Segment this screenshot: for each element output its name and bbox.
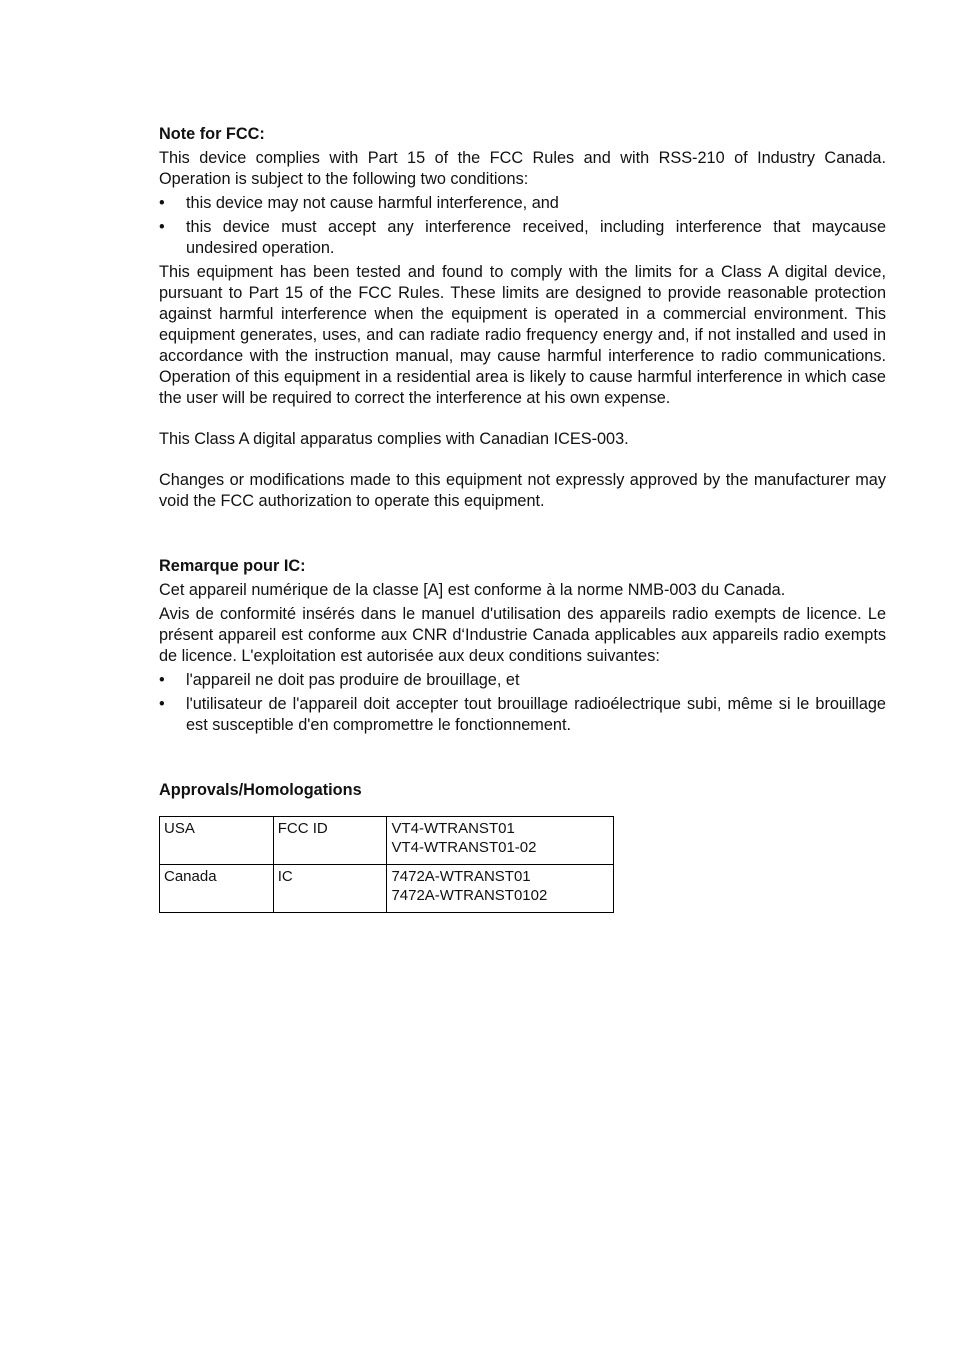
country-cell: USA xyxy=(160,817,274,865)
document-page xyxy=(159,124,886,913)
ic-condition-1: l'appareil ne doit pas produire de brouillage, et xyxy=(186,671,520,689)
ic-nmb-paragraph: Cet appareil numérique de la classe [A] est conforme à la norme NMB-003 du Canada. xyxy=(159,581,786,599)
fcc-tested-paragraph: This equipment has been tested and found to comply with the limits for a Class A digital device, pursuant to Part 15 of the FCC Rules. These limits are designed to provide reasonable protection against harmful interference when the equipment is operated in a commercial environment. This equipment generates, uses, and can radiate radio frequency energy and, if not installed and used in accordance with the instruction manual, may cause harmful interference to radio communications. Operation of this equipment in a residential area is likely to cause harmful interference in which case the user will be required to correct the interference at his own expense. xyxy=(159,263,886,407)
approval-id: VT4-WTRANST01 xyxy=(391,820,515,837)
fcc-intro: This device complies with Part 15 of the FCC Rules and with RSS-210 of Industry Canada. Operation is subject to the following two conditions: xyxy=(159,149,886,188)
bullet-icon: • xyxy=(159,671,165,689)
fcc-ices-paragraph: This Class A digital apparatus complies with Canadian ICES-003. xyxy=(159,430,629,448)
bullet-icon: • xyxy=(159,695,165,713)
fcc-changes-paragraph: Changes or modifications made to this equipment not expressly approved by the manufacturer may void the FCC authorization to operate this equipment. xyxy=(159,471,886,510)
ic-heading: Remarque pour IC: xyxy=(159,557,306,575)
list-item xyxy=(159,217,886,259)
country-cell: Canada xyxy=(160,865,274,913)
list-item xyxy=(159,694,886,736)
ic-avis-paragraph: Avis de conformité insérés dans le manuel d'utilisation des appareils radio exempts de licence. Le présent appareil est conforme aux CNR d‘Industrie Canada applicables aux appareils radio exempts de licence. L'exploitation est autorisée aux deux conditions suivantes: xyxy=(159,605,886,665)
table-row xyxy=(160,817,614,865)
fcc-condition-1: this device may not cause harmful interference, and xyxy=(186,194,559,212)
fcc-conditions-list xyxy=(159,193,886,259)
fcc-condition-2: this device must accept any interference received, including interference that maycause undesired operation. xyxy=(186,218,886,257)
ic-conditions-list xyxy=(159,670,886,736)
approval-id: VT4-WTRANST01-02 xyxy=(391,839,537,856)
ic-condition-2: l'utilisateur de l'appareil doit accepter tout brouillage radioélectrique subi, même si le brouillage est susceptible d'en compromettre le fonctionnement. xyxy=(186,695,886,734)
list-item xyxy=(159,193,886,214)
approval-ids-cell xyxy=(387,817,614,865)
approval-type-cell: FCC ID xyxy=(273,817,387,865)
bullet-icon: • xyxy=(159,194,165,212)
approvals-heading: Approvals/Homologations xyxy=(159,781,362,799)
fcc-heading: Note for FCC: xyxy=(159,125,265,143)
list-item xyxy=(159,670,886,691)
approval-ids-cell xyxy=(387,865,614,913)
bullet-icon: • xyxy=(159,218,165,236)
approvals-table xyxy=(159,816,614,913)
approval-type-cell: IC xyxy=(273,865,387,913)
approval-id: 7472A-WTRANST01 xyxy=(391,868,531,885)
table-row xyxy=(160,865,614,913)
approval-id: 7472A-WTRANST0102 xyxy=(391,887,548,904)
